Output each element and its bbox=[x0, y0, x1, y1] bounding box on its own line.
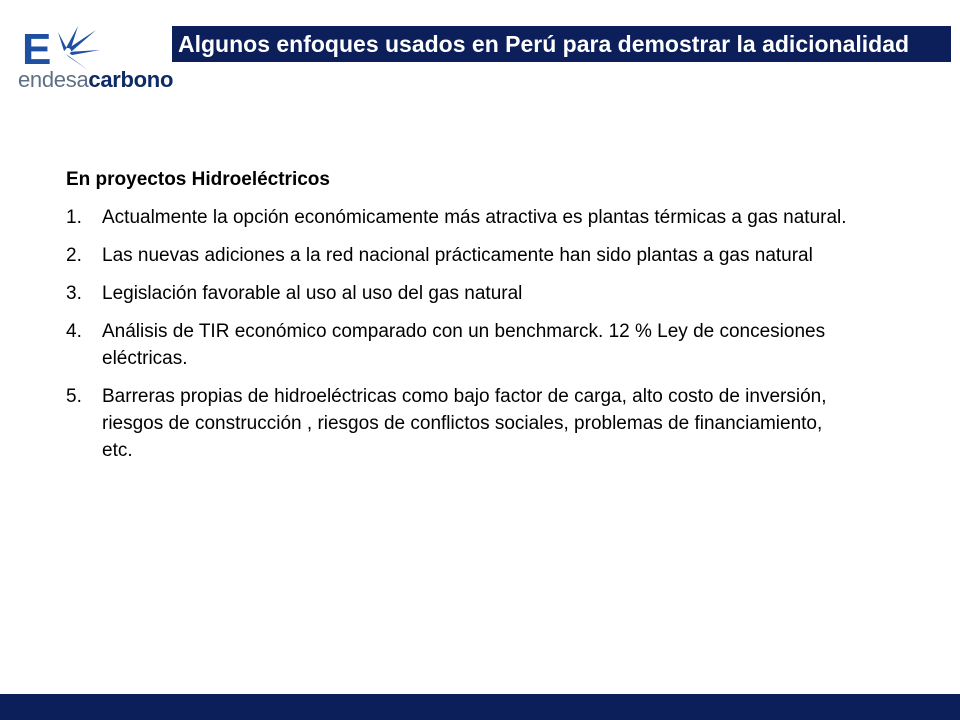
list-item bbox=[66, 318, 856, 372]
list-item bbox=[66, 204, 856, 231]
logo-mark-letter: E bbox=[22, 25, 52, 72]
list-item-text: Legislación favorable al uso al uso del gas natural bbox=[102, 283, 523, 304]
endesa-carbono-logo bbox=[8, 18, 178, 98]
endesa-starburst-icon bbox=[22, 24, 102, 72]
reasons-list bbox=[66, 204, 856, 464]
logo-word-endesa: endesa bbox=[18, 67, 89, 92]
list-item bbox=[66, 280, 856, 307]
list-item-number: 1. bbox=[66, 207, 82, 228]
footer-bar bbox=[0, 694, 960, 720]
list-item-text: Actualmente la opción económicamente más atractiva es plantas térmicas a gas natural. bbox=[102, 207, 847, 228]
list-item-text: Las nuevas adiciones a la red nacional prácticamente han sido plantas a gas natural bbox=[102, 245, 813, 266]
list-item bbox=[66, 242, 856, 269]
logo-wordmark bbox=[18, 67, 173, 93]
list-item-number: 5. bbox=[66, 386, 82, 407]
section-heading: En proyectos Hidroeléctricos bbox=[66, 169, 330, 190]
list-item-number: 3. bbox=[66, 283, 82, 304]
list-item-number: 2. bbox=[66, 245, 82, 266]
logo-word-carbono: carbono bbox=[88, 67, 174, 92]
list-item-text: Barreras propias de hidroeléctricas como bajo factor de carga, alto costo de inversión, riesgos de construcción , riesgos de conflictos sociales, problemas de financiamiento, etc. bbox=[102, 386, 827, 461]
slide-body bbox=[66, 166, 856, 475]
slide-title: Algunos enfoques usados en Perú para demostrar la adicionalidad bbox=[172, 26, 951, 62]
list-item-number: 4. bbox=[66, 321, 82, 342]
list-item bbox=[66, 383, 856, 464]
list-item-text: Análisis de TIR económico comparado con un benchmarck. 12 % Ley de concesiones eléctricas. bbox=[102, 321, 826, 369]
